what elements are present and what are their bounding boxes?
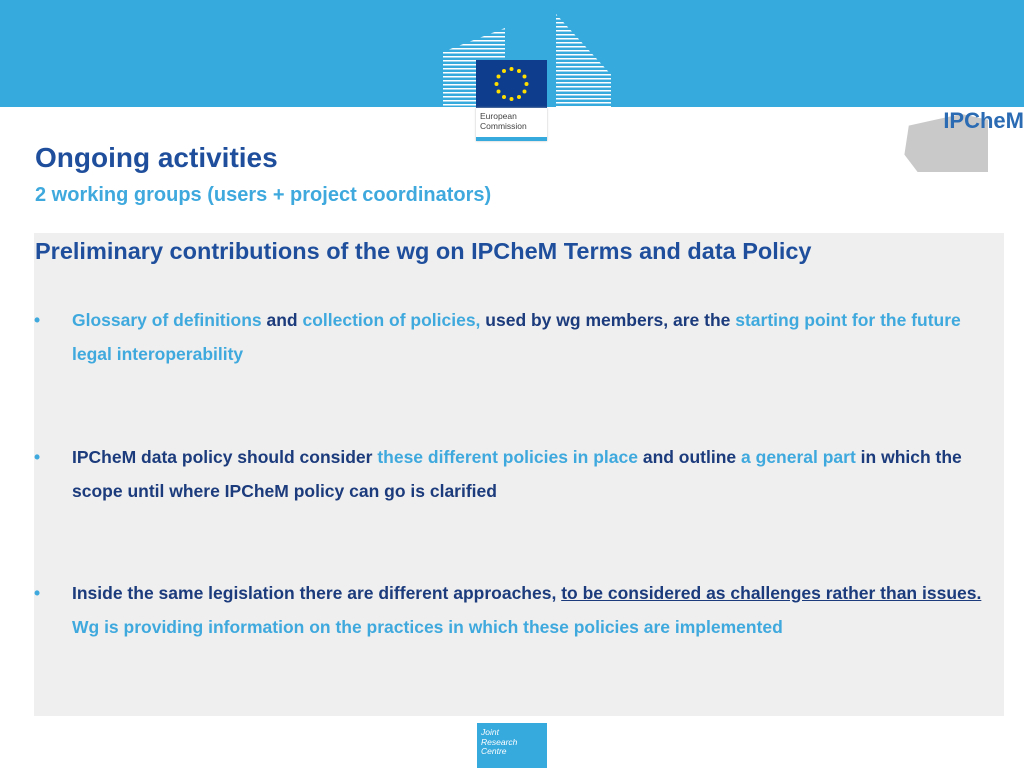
- box-heading: Preliminary contributions of the wg on IPCheM Terms and data Policy: [35, 238, 812, 264]
- text-span: and outline: [637, 447, 742, 467]
- star-icon: [517, 95, 521, 99]
- jrc-label-line: Centre: [481, 746, 507, 756]
- text-span: in which the scope until where IPCheM policy can go is clarified: [72, 447, 962, 501]
- underlined-text-span: to be considered as challenges rather than issues.: [561, 583, 982, 603]
- star-icon: [497, 90, 501, 94]
- ec-label-line: European: [480, 111, 517, 121]
- text-span: a general part: [741, 447, 856, 467]
- bullet-icon: •: [34, 583, 41, 603]
- star-icon: [522, 75, 526, 79]
- star-icon: [510, 97, 514, 101]
- text-span: Wg is providing information on the practices in which these policies are implemented: [72, 617, 783, 637]
- star-icon: [525, 82, 529, 86]
- bullet-item: [34, 576, 1002, 644]
- eu-flag-icon: [476, 60, 547, 108]
- text-span: collection of policies,: [302, 310, 481, 330]
- text-span: Inside the same legislation there are different approaches,: [72, 583, 562, 603]
- star-icon: [502, 95, 506, 99]
- star-icon: [497, 75, 501, 79]
- bullet-item: [34, 440, 1002, 508]
- text-span: IPCheM data policy should consider: [72, 447, 378, 467]
- text-span: these different policies in place: [377, 447, 638, 467]
- slide-subtitle: 2 working groups (users + project coordinators): [35, 184, 492, 206]
- star-icon: [502, 69, 506, 73]
- bullet-icon: •: [34, 310, 41, 330]
- ipchem-logo: [900, 108, 1024, 172]
- star-icon: [495, 82, 499, 86]
- star-icon: [510, 67, 514, 71]
- bullet-icon: •: [34, 447, 41, 467]
- slide-title: Ongoing activities: [35, 142, 278, 173]
- star-icon: [517, 69, 521, 73]
- text-span: used by wg members, are the: [480, 310, 736, 330]
- ec-label-line: Commission: [480, 121, 527, 131]
- text-span: Glossary of definitions: [72, 310, 262, 330]
- ec-logo-label: [476, 108, 547, 141]
- bullet-item: [34, 303, 1002, 371]
- ipchem-logo-text: IPCheM: [943, 108, 1024, 133]
- jrc-logo: [477, 723, 547, 768]
- text-span: starting point for the future legal interoperability: [72, 310, 961, 364]
- jrc-label-line: Joint: [481, 727, 499, 737]
- star-icon: [522, 90, 526, 94]
- text-span: and: [261, 310, 303, 330]
- jrc-label-line: Research: [481, 736, 518, 747]
